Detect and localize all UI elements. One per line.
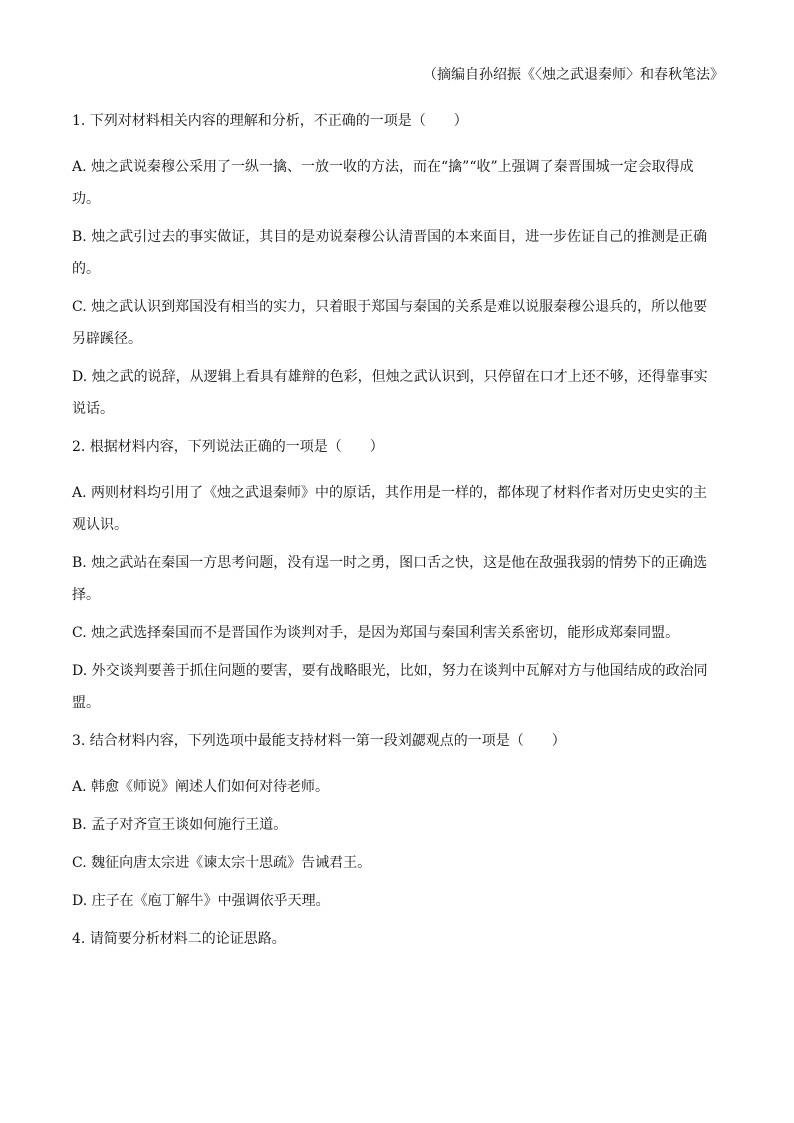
question-1-option-c <box>72 298 722 348</box>
option-line-1: D. 外交谈判要善于抓住问题的要害，要有战略眼光，比如，努力在谈判中瓦解对方与他国结成的政治同 <box>72 663 708 679</box>
option-line-1: A. 烛之武说秦穆公采用了一纵一擒、一放一收的方法，而在“擒”“收”上强调了秦晋围城一定会取得成 <box>72 159 694 175</box>
question-3-option-d <box>72 892 722 910</box>
question-3-option-a <box>72 778 722 796</box>
option-line-1: A. 两则材料均引用了《烛之武退秦师》中的原话，其作用是一样的，都体现了材料作者对历史史实的主 <box>72 485 708 501</box>
question-content <box>72 112 722 948</box>
question-2-option-d <box>72 662 722 712</box>
option-line-2: 另辟蹊径。 <box>72 331 142 347</box>
option-line-1: D. 庄子在《庖丁解牛》中强调依乎天理。 <box>72 893 330 909</box>
option-line-2: 择。 <box>72 587 100 603</box>
option-line-1: C. 烛之武认识到郑国没有相当的实力，只着眼于郑国与秦国的关系是难以说服秦穆公退兵的，所以他要 <box>72 299 708 315</box>
option-line-2: 的。 <box>72 261 100 277</box>
question-2-stem <box>72 438 722 456</box>
question-4-stem <box>72 930 722 948</box>
source-citation: （摘编自孙绍振《〈烛之武退秦师〉和春秋笔法》 <box>423 67 724 83</box>
question-2-option-c <box>72 624 722 642</box>
question-2-option-b <box>72 554 722 604</box>
question-3-option-b <box>72 816 722 834</box>
question-stem-text: 1. 下列对材料相关内容的理解和分析，不正确的一项是（ ） <box>72 113 468 129</box>
option-line-1: B. 孟子对齐宣王谈如何施行王道。 <box>72 817 288 833</box>
question-3-option-c <box>72 854 722 872</box>
option-line-1: D. 烛之武的说辞，从逻辑上看具有雄辩的色彩，但烛之武认识到，只停留在口才上还不够，还得靠事实 <box>72 369 708 385</box>
option-line-1: C. 魏征向唐太宗进《谏太宗十思疏》告诫君王。 <box>72 855 372 871</box>
option-line-2: 说话。 <box>72 401 114 417</box>
option-line-1: C. 烛之武选择秦国而不是晋国作为谈判对手，是因为郑国与秦国利害关系密切，能形成郑秦同盟。 <box>72 625 680 641</box>
question-1-option-b <box>72 228 722 278</box>
option-line-2: 观认识。 <box>72 517 128 533</box>
option-line-2: 功。 <box>72 191 100 207</box>
option-line-1: B. 烛之武站在秦国一方思考问题，没有逞一时之勇，图口舌之快，这是他在敌强我弱的情势下的正确选 <box>72 555 708 571</box>
question-1-stem <box>72 112 722 130</box>
option-line-1: B. 烛之武引过去的事实做证，其目的是劝说秦穆公认清晋国的本来面目，进一步佐证自己的推测是正确 <box>72 229 708 245</box>
question-1-option-a <box>72 158 722 208</box>
option-line-2: 盟。 <box>72 695 100 711</box>
question-1-option-d <box>72 368 722 418</box>
question-3-stem <box>72 732 722 750</box>
question-stem-text: 3. 结合材料内容，下列选项中最能支持材料一第一段刘勰观点的一项是（ ） <box>72 733 566 749</box>
question-2-option-a <box>72 484 722 534</box>
question-stem-text: 4. 请简要分析材料二的论证思路。 <box>72 931 286 947</box>
question-stem-text: 2. 根据材料内容，下列说法正确的一项是（ ） <box>72 439 384 455</box>
option-line-1: A. 韩愈《师说》阐述人们如何对待老师。 <box>72 779 330 795</box>
